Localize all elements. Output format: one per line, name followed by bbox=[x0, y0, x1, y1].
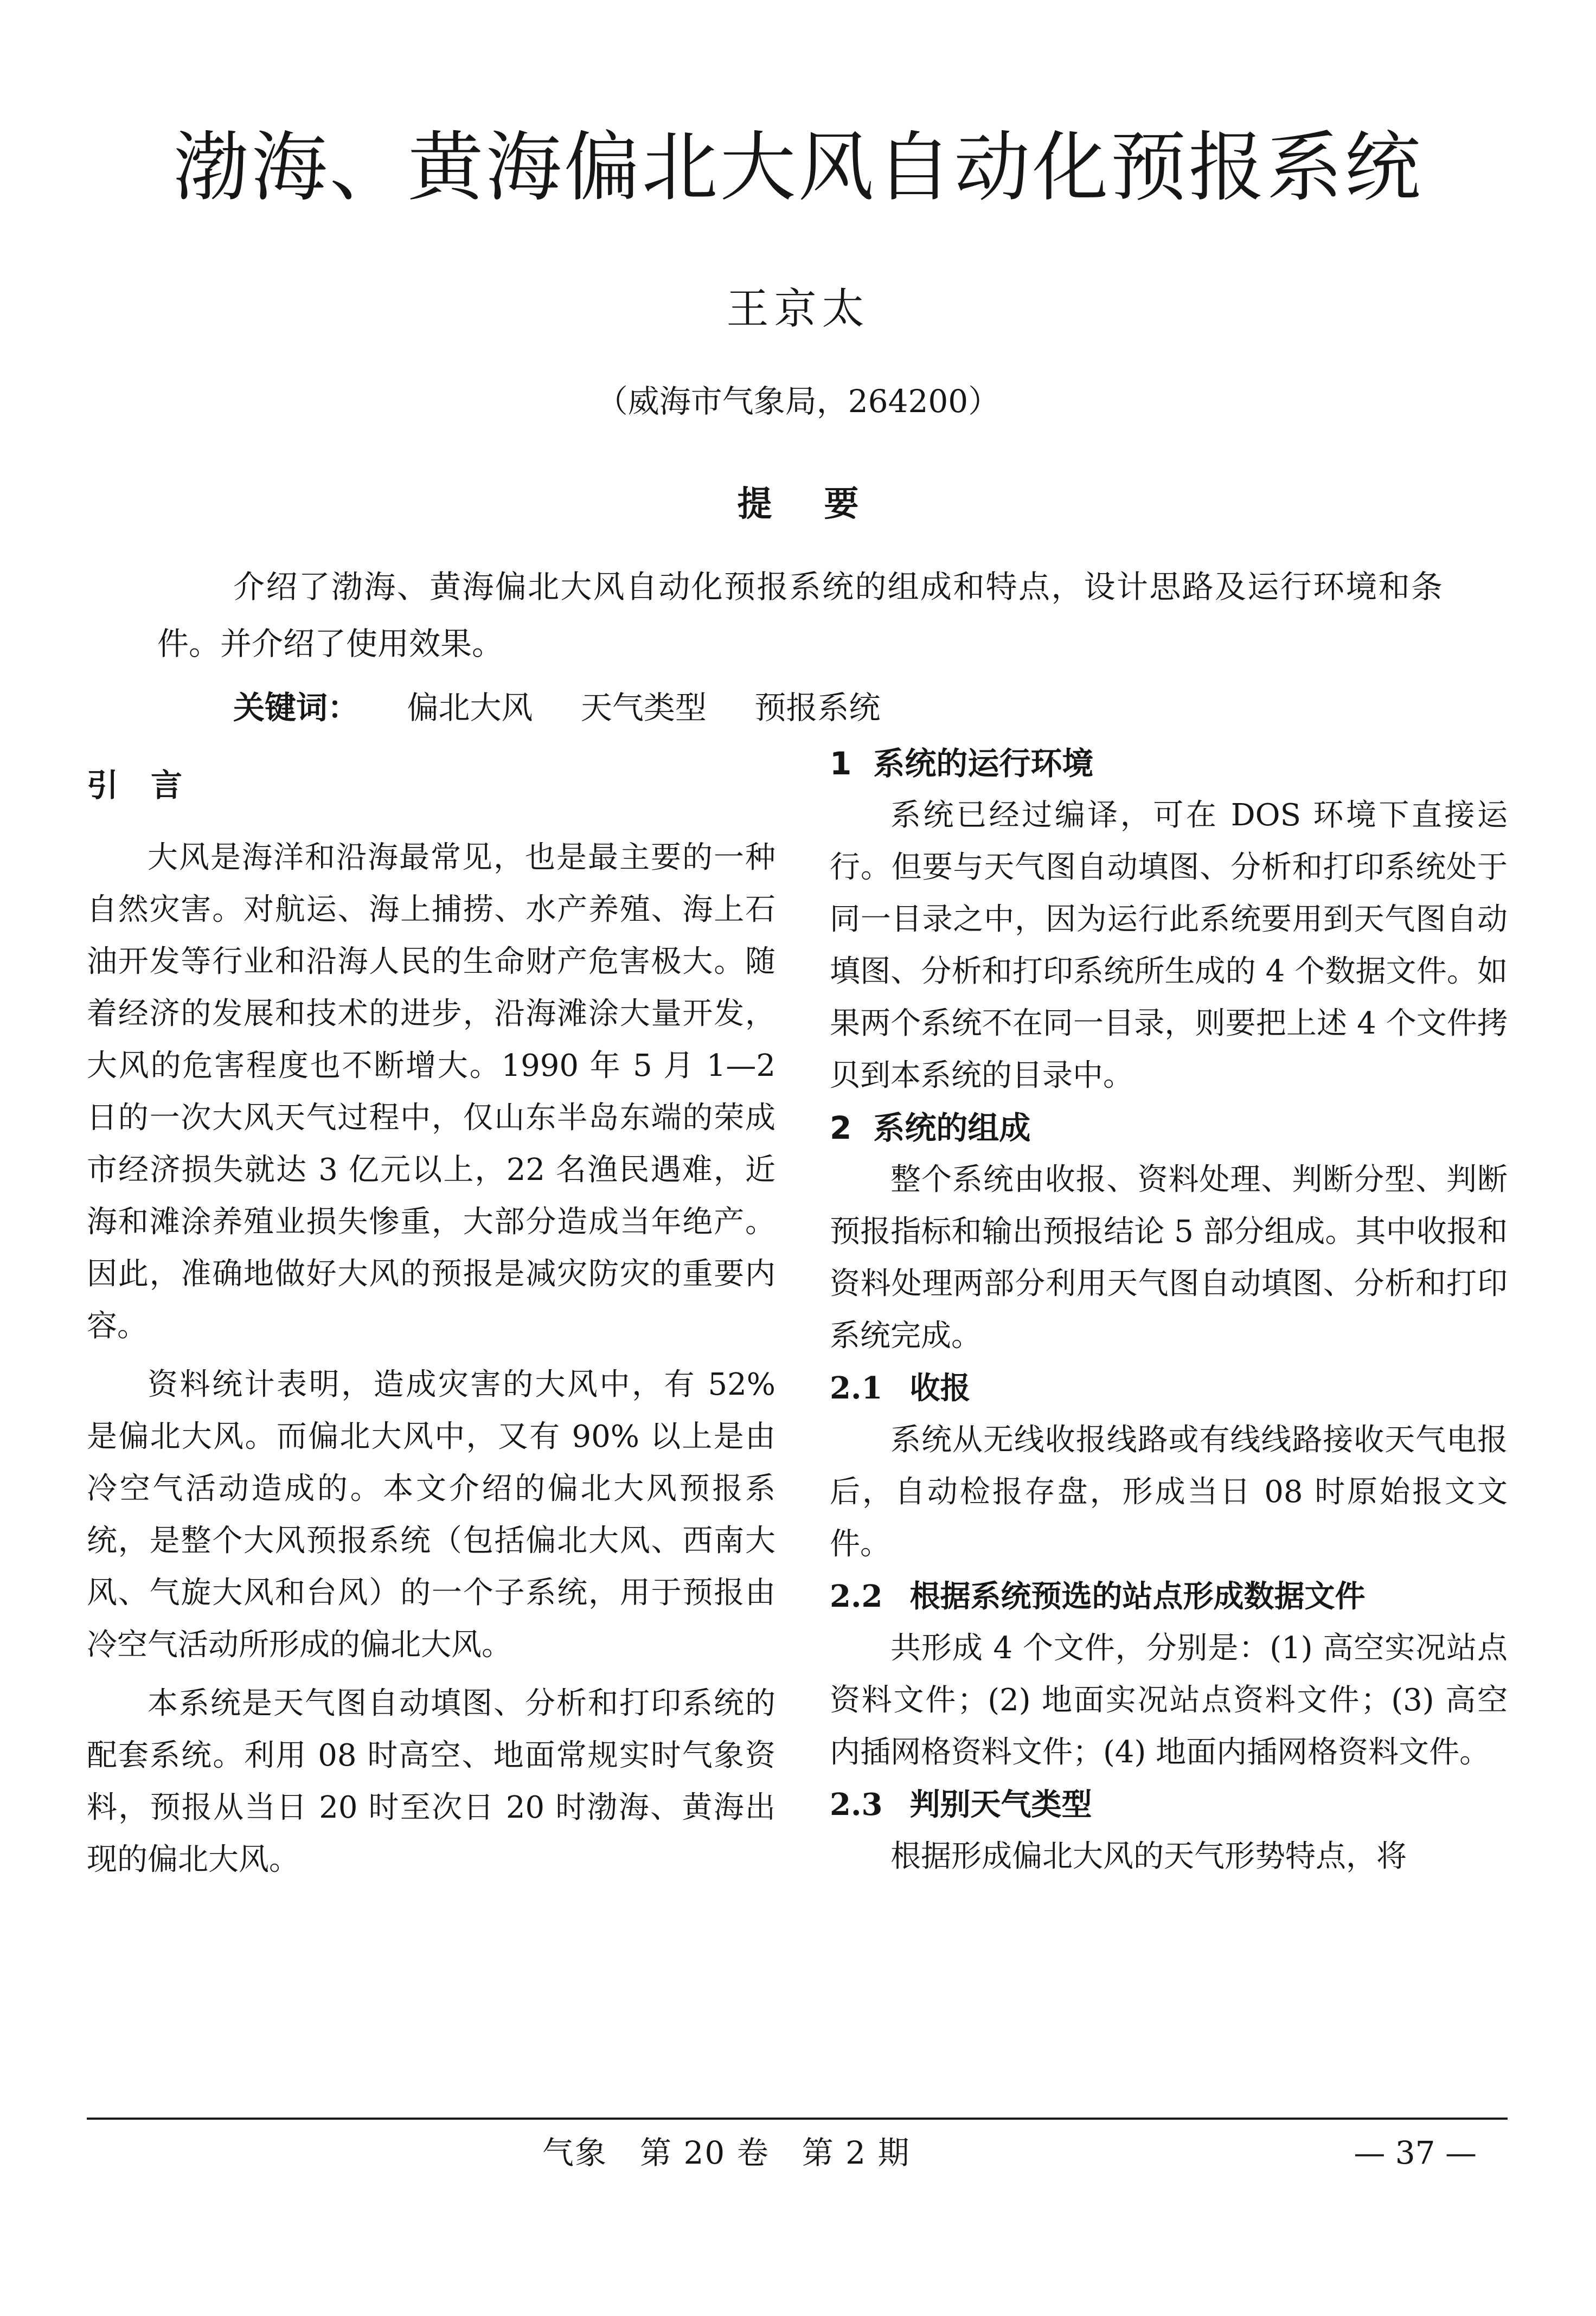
subsection-2-2-paragraph: 共形成 4 个文件，分别是：(1) 高空实况站点资料文件；(2) 地面实况站点资料文件；(3) 高空内插网格资料文件；(4) 地面内插网格资料文件。 bbox=[830, 1631, 1508, 1770]
journal-issue: 第 2 期 bbox=[802, 2134, 911, 2171]
journal-name: 气象 bbox=[542, 2134, 608, 2171]
subsection-title: 收报 bbox=[909, 1370, 971, 1406]
intro-paragraph-3: 本系统是天气图自动填图、分析和打印系统的配套系统。利用 08 时高空、地面常规实时气象资料，预报从当日 20 时至次日 20 时渤海、黄海出现的偏北大风。 bbox=[87, 1686, 775, 1877]
abstract-text: 介绍了渤海、黄海偏北大风自动化预报系统的组成和特点，设计思路及运行环境和条件。并介绍了使用效果。 bbox=[157, 568, 1443, 662]
author-name: 王京太 bbox=[726, 285, 870, 333]
intro-paragraph-2: 资料统计表明，造成灾害的大风中，有 52% 是偏北大风。而偏北大风中，又有 90% 以上是由冷空气活动造成的。本文介绍的偏北大风预报系统，是整个大风预报系统（包括偏北大风、西南大风、气旋大风和台风）的一个子系统，用于预报由冷空气活动所形成的偏北大风。 bbox=[87, 1367, 775, 1663]
author-affiliation: （威海市气象局，264200） bbox=[596, 383, 1000, 420]
subsection-title: 判别天气类型 bbox=[909, 1787, 1092, 1823]
subsection-number: 2.3 bbox=[830, 1787, 883, 1823]
footer-journal-info bbox=[542, 2128, 910, 2177]
subsection-2-3-paragraph: 根据形成偏北大风的天气形势特点，将 bbox=[890, 1839, 1407, 1874]
subsection-number: 2.2 bbox=[830, 1579, 883, 1614]
abstract-heading: 提要 bbox=[737, 484, 911, 524]
keywords-label: 关键词： bbox=[233, 689, 360, 726]
journal-volume: 第 20 卷 bbox=[640, 2134, 770, 2171]
intro-heading: 引言 bbox=[87, 767, 215, 804]
subsection-2-3-heading bbox=[830, 1779, 1508, 1831]
right-column bbox=[830, 737, 1508, 1883]
paper-title: 渤海、黄海偏北大风自动化预报系统 bbox=[173, 124, 1423, 212]
subsection-2-2-heading bbox=[830, 1570, 1508, 1622]
subsection-number: 2.1 bbox=[830, 1370, 883, 1406]
section-2-paragraph: 整个系统由收报、资料处理、判断分型、判断预报指标和输出预报结论 5 部分组成。其中收报和资料处理两部分利用天气图自动填图、分析和打印系统完成。 bbox=[830, 1162, 1508, 1353]
intro-paragraph-1: 大风是海洋和沿海最常见，也是最主要的一种自然灾害。对航运、海上捕捞、水产养殖、海上石油开发等行业和沿海人民的生命财产危害极大。随着经济的发展和技术的进步，沿海滩涂大量开发，大风的危害程度也不断增大。1990 年 5 月 1—2 日的一次大风天气过程中，仅山东半岛东端的荣成市经济损失就达 3 亿元以上，22 名渔民遇难，近海和滩涂养殖业损失惨重，大部分造成当年绝产。因此，准确地做好大风的预报是减灾防灾的重要内容。 bbox=[87, 840, 775, 1344]
section-title: 系统的运行环境 bbox=[873, 745, 1094, 782]
keyword: 预报系统 bbox=[754, 689, 881, 726]
keyword: 天气类型 bbox=[580, 689, 707, 726]
page-number: — 37 — bbox=[1354, 2134, 1477, 2171]
section-number: 2 bbox=[830, 1109, 852, 1146]
left-column bbox=[87, 737, 775, 1886]
section-1-paragraph: 系统已经过编译，可在 DOS 环境下直接运行。但要与天气图自动填图、分析和打印系统处于同一目录之中，因为运行此系统要用到天气图自动填图、分析和打印系统所生成的 4 个数据文件。如果两个系统不在同一目录，则要把上述 4 个文件拷贝到本系统的目录中。 bbox=[830, 798, 1508, 1093]
section-1-heading bbox=[830, 737, 1508, 790]
subsection-2-1-paragraph: 系统从无线收报线路或有线线路接收天气电报后，自动检报存盘，形成当日 08 时原始报文文件。 bbox=[830, 1422, 1508, 1562]
footer-rule bbox=[87, 2118, 1508, 2120]
subsection-title: 根据系统预选的站点形成数据文件 bbox=[909, 1579, 1366, 1614]
section-number: 1 bbox=[830, 745, 852, 782]
section-title: 系统的组成 bbox=[873, 1109, 1031, 1146]
keywords-line bbox=[233, 683, 918, 732]
section-2-heading bbox=[830, 1102, 1508, 1154]
subsection-2-1-heading bbox=[830, 1362, 1508, 1414]
keyword: 偏北大风 bbox=[407, 689, 533, 726]
